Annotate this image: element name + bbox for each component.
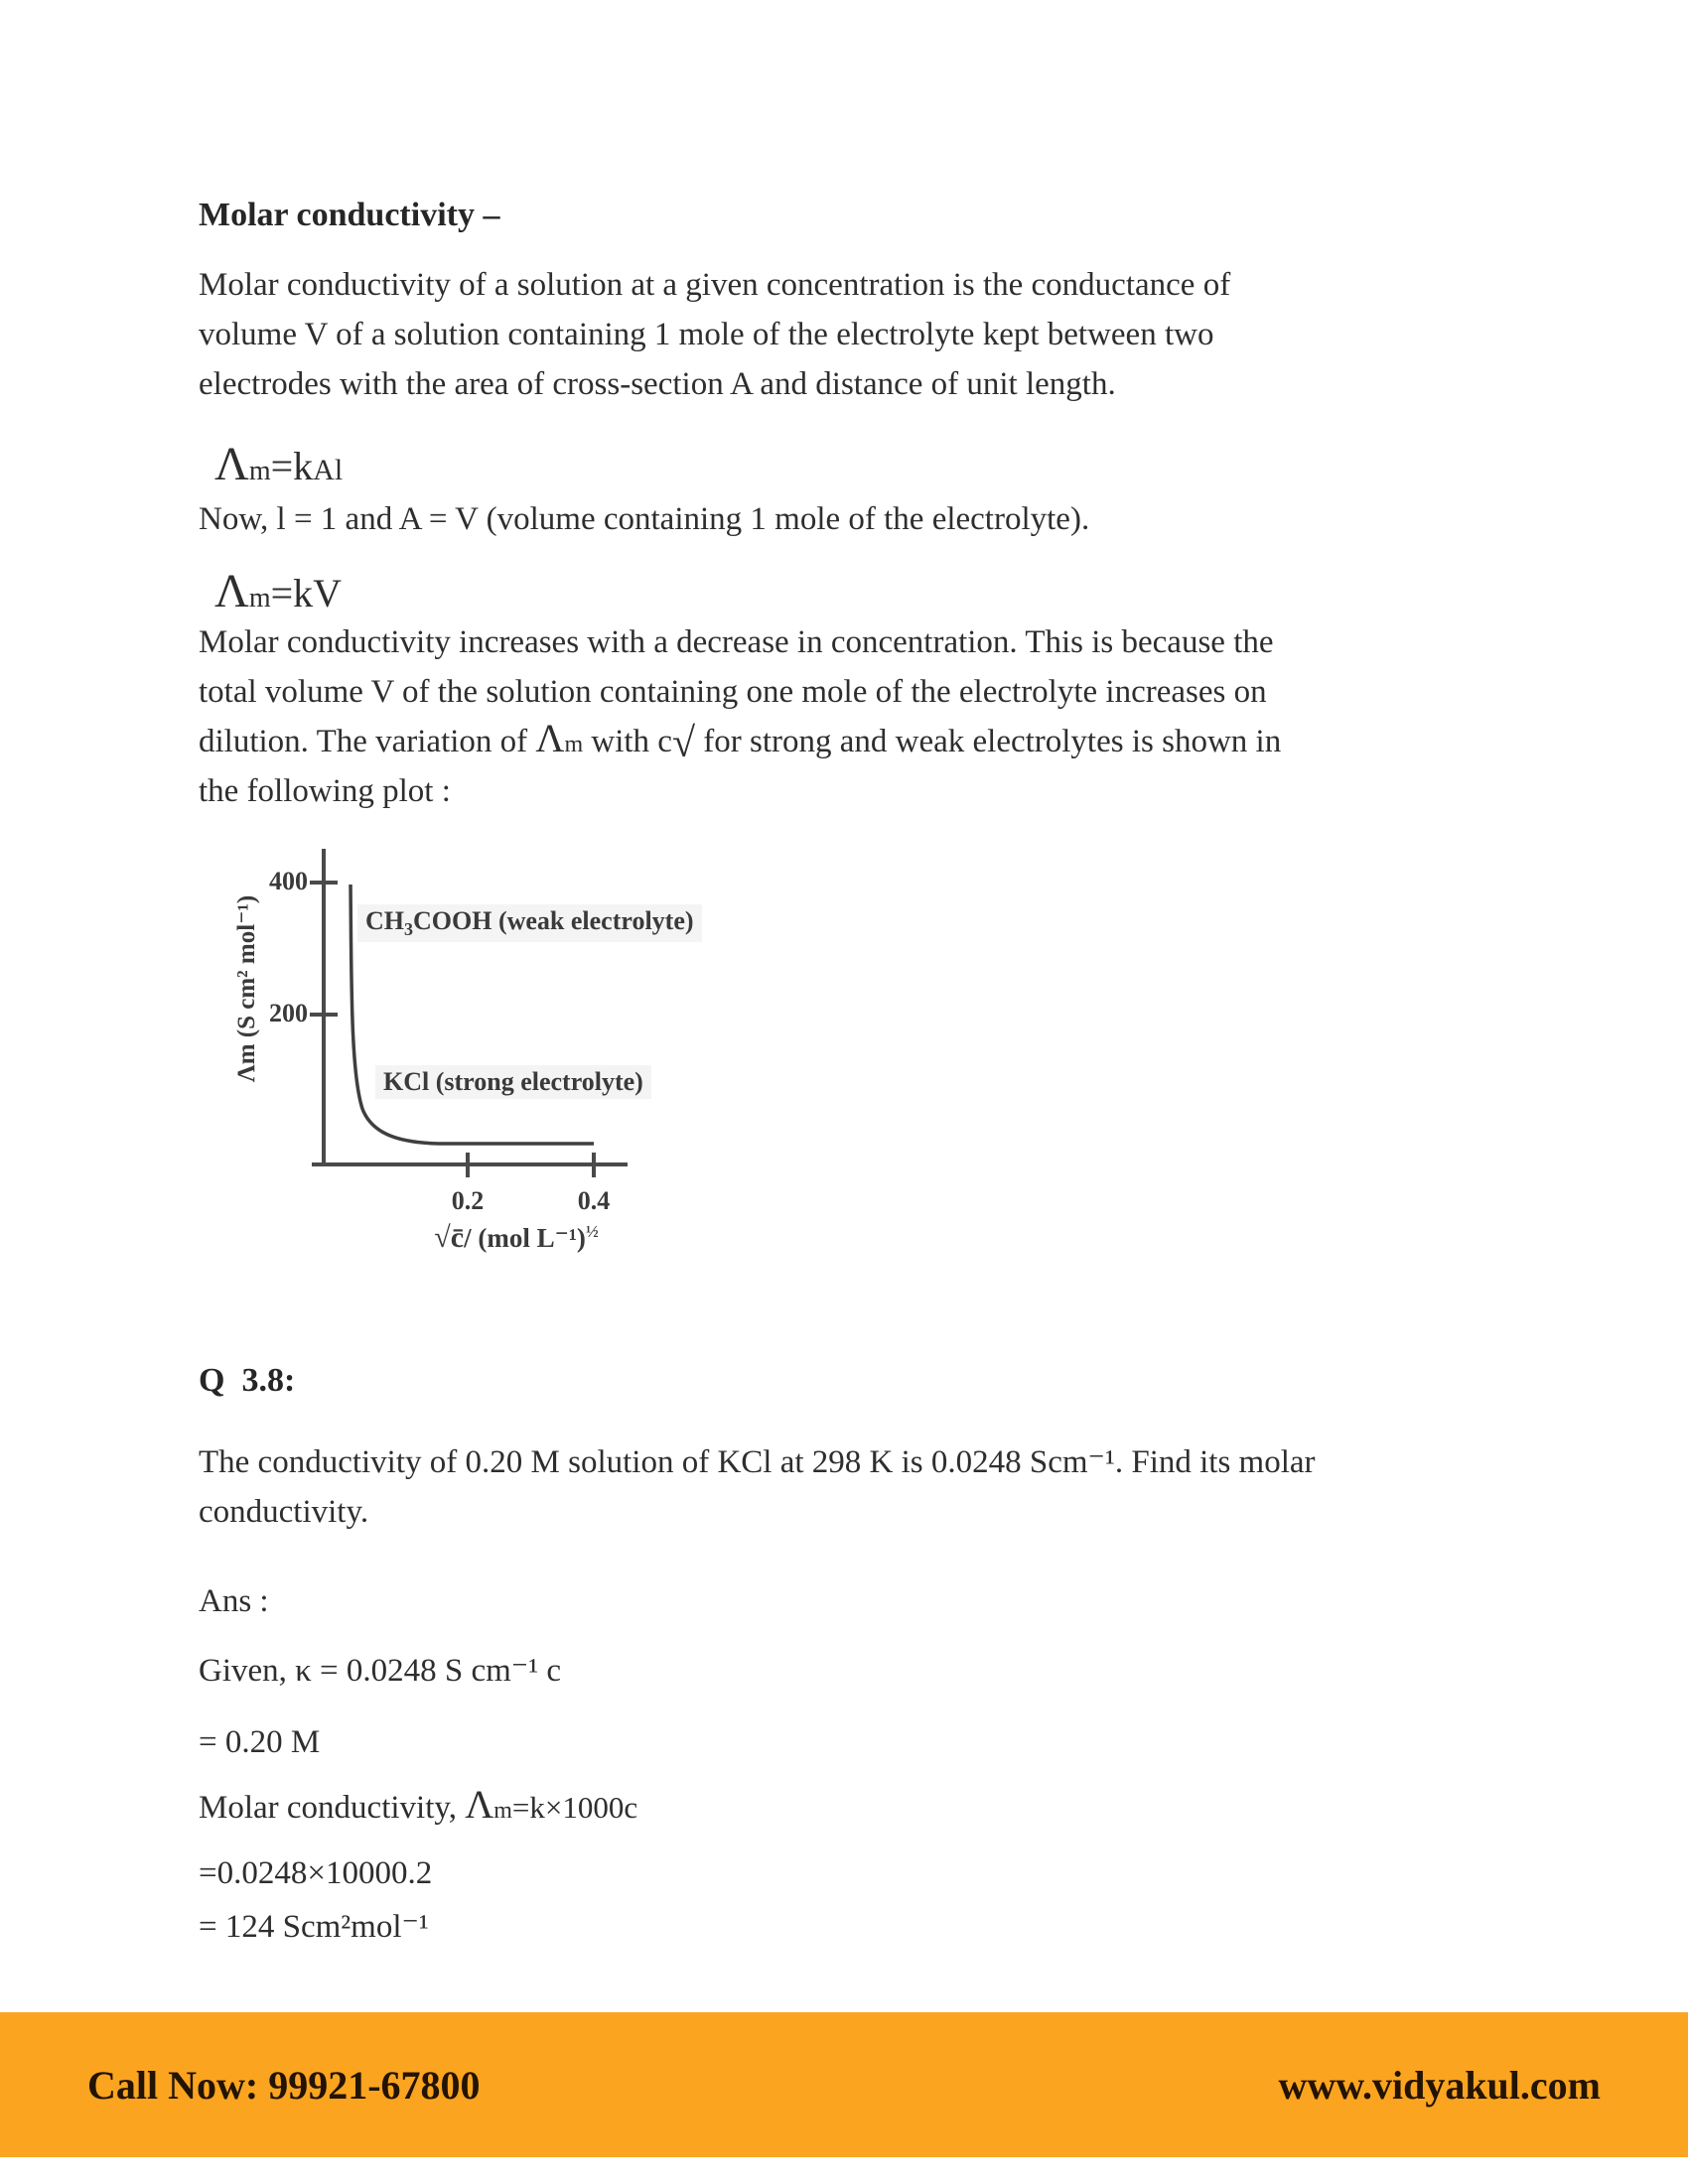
paragraph-line: the following plot : xyxy=(199,773,451,809)
now-condition-line: Now, l = 1 and A = V (volume containing 1 mole of the electrolyte). xyxy=(199,501,1090,537)
y-axis-label: Λm (S cm² mol⁻¹) xyxy=(233,894,260,1083)
x-tick-0.4: 0.4 xyxy=(577,1186,611,1215)
footer-banner xyxy=(0,2012,1688,2157)
paragraph-line: volume V of a solution containing 1 mole of the electrolyte kept between two xyxy=(199,317,1214,352)
section-heading: Molar conductivity – xyxy=(199,197,500,233)
x-axis-label xyxy=(387,1221,645,1255)
sqrt-c-symbol: √c̄ xyxy=(434,1221,465,1254)
formula-text: CH xyxy=(365,906,404,935)
lambda-subscript-m: m xyxy=(248,583,271,614)
lambda-symbol: Λ xyxy=(214,565,249,617)
formula-text: COOH (weak electrolyte) xyxy=(413,906,694,935)
formula-body: =k×1000c xyxy=(511,1790,638,1825)
formula-subscript-3: 3 xyxy=(404,919,413,940)
answer-concentration-line: = 0.20 M xyxy=(199,1724,321,1760)
conductivity-plot-figure xyxy=(218,839,695,1276)
lambda-subscript-m: m xyxy=(493,1798,512,1824)
paragraph-line: Molar conductivity increases with a decrease in concentration. This is because the xyxy=(199,624,1274,660)
text-run: for strong and weak electrolytes is shown in xyxy=(695,724,1282,759)
lambda-subscript-m: m xyxy=(248,456,271,486)
x-tick-0.2: 0.2 xyxy=(451,1186,485,1215)
paragraph-line-with-symbols xyxy=(199,717,1281,766)
unit-text: (mol L⁻¹) xyxy=(471,1223,586,1253)
equation-body: =kV xyxy=(270,571,343,615)
question-text xyxy=(199,1437,1316,1537)
answer-calculation-line: =0.0248×10000.2 xyxy=(199,1855,433,1891)
lambda-symbol: Λ xyxy=(465,1782,494,1827)
lambda-subscript-m: m xyxy=(564,732,584,757)
y-tick-200: 200 xyxy=(269,999,308,1027)
answer-result-line: = 124 Scm²mol⁻¹ xyxy=(199,1909,429,1945)
paragraph-line: electrodes with the area of cross-section A and distance of unit length. xyxy=(199,366,1116,402)
text-run: with c xyxy=(583,724,672,759)
exponent-half: ½ xyxy=(585,1222,599,1241)
strong-electrolyte-curve-label: KCl (strong electrolyte) xyxy=(375,1065,651,1099)
question-number: Q 3.8: xyxy=(199,1362,296,1399)
lambda-symbol: Λ xyxy=(214,438,249,490)
equation-lambda-kAl xyxy=(199,425,343,504)
equation-body: =k xyxy=(270,444,314,488)
question-line: conductivity. xyxy=(199,1494,369,1530)
slash: / xyxy=(464,1223,472,1253)
y-tick-400: 400 xyxy=(269,867,308,895)
text-run: dilution. The variation of xyxy=(199,724,536,759)
square-root-symbol: √ xyxy=(671,721,695,766)
weak-electrolyte-curve-label xyxy=(357,904,702,942)
text-run: Molar conductivity, xyxy=(199,1790,466,1826)
paragraph-dilution xyxy=(199,617,1281,816)
footer-phone: Call Now: 99921-67800 xyxy=(87,2062,481,2108)
lambda-symbol: Λ xyxy=(535,716,565,760)
paragraph-line: Molar conductivity of a solution at a given concentration is the conductance of xyxy=(199,267,1231,303)
answer-given-line: Given, κ = 0.0248 S cm⁻¹ c xyxy=(199,1653,562,1689)
equation-subscript-Al: Al xyxy=(313,454,344,486)
paragraph-line: total volume V of the solution containing one mole of the electrolyte increases on xyxy=(199,674,1267,710)
answer-molar-formula-line xyxy=(199,1783,637,1833)
question-line: The conductivity of 0.20 M solution of KCl at 298 K is 0.0248 Scm⁻¹. Find its molar xyxy=(199,1444,1316,1480)
paragraph-definition xyxy=(199,260,1230,409)
answer-label: Ans : xyxy=(199,1583,269,1619)
footer-website: www.vidyakul.com xyxy=(1278,2062,1601,2108)
